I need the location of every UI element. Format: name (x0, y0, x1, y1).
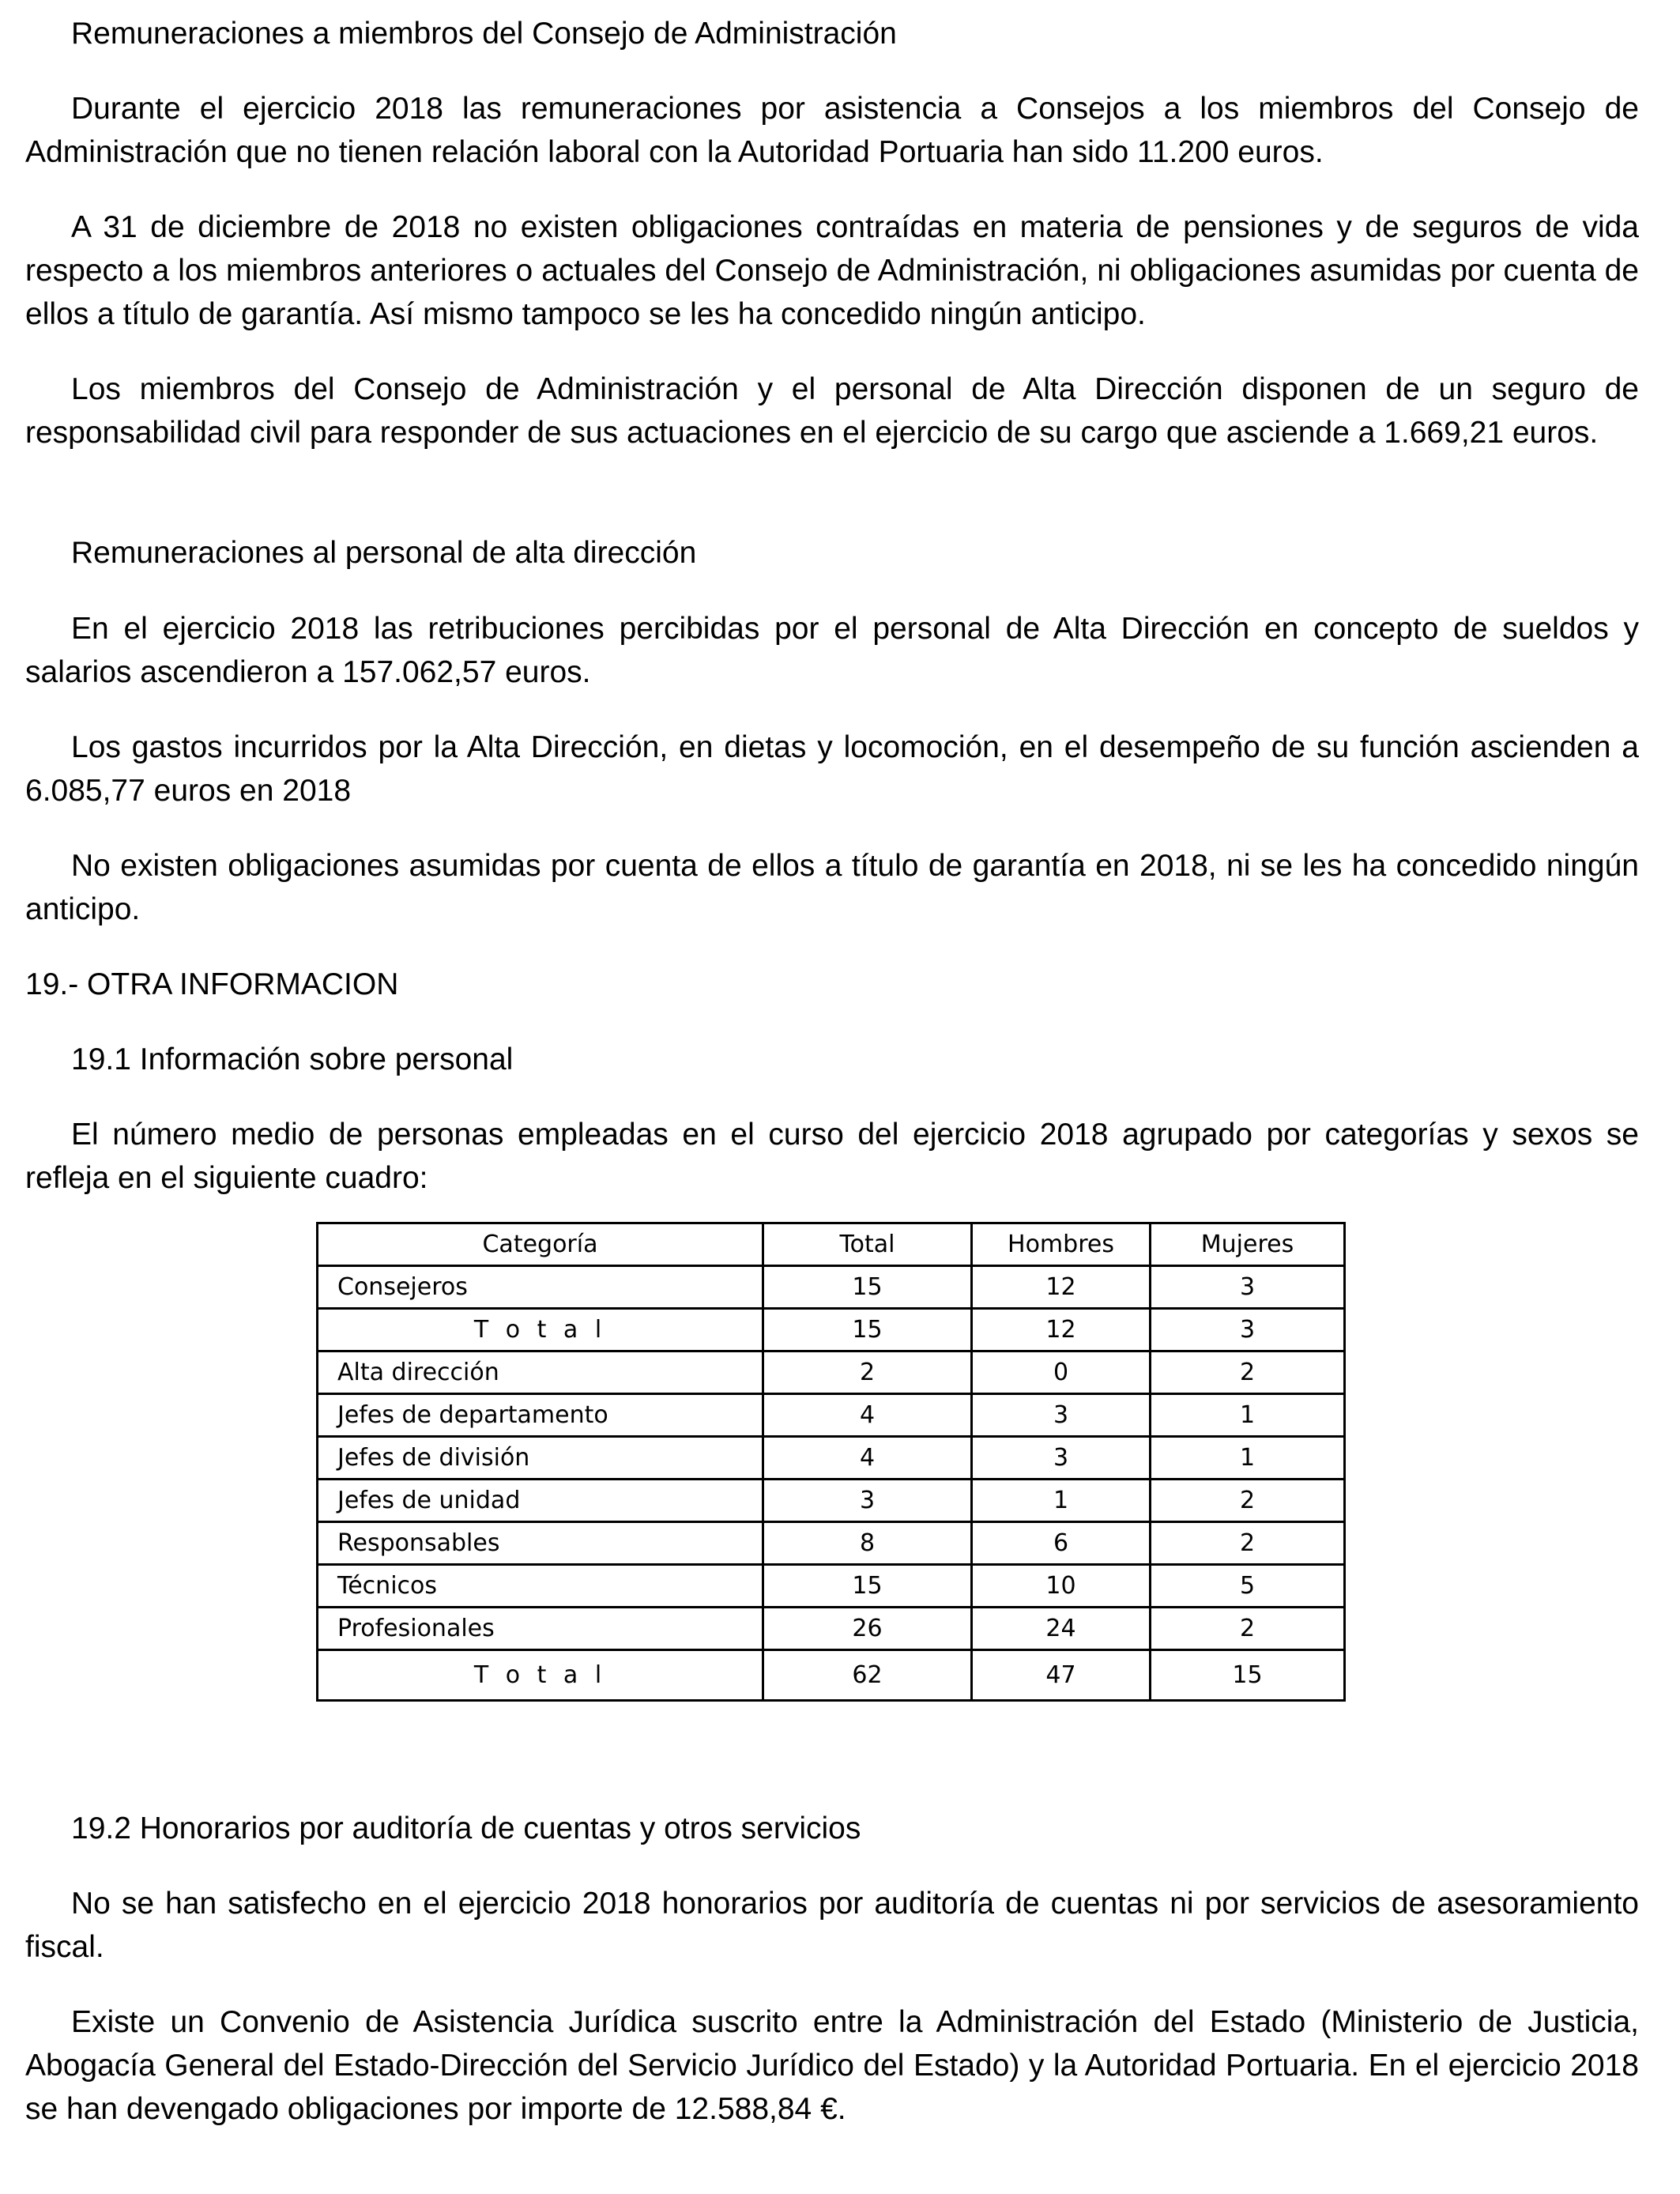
paragraph-asistencia-consejos: Durante el ejercicio 2018 las remuneraciones por asistencia a Consejos a los miembros del Consejo de Administración que no tienen relación laboral con la Autoridad Portuaria han sido 11.200 euros. (25, 92, 1639, 169)
cell-hombres: 10 (972, 1565, 1151, 1608)
paragraph-no-honorarios: No se han satisfecho en el ejercicio 2018 honorarios por auditoría de cuentas ni por servicios de asesoramiento fiscal. (25, 1887, 1639, 1964)
cell-total: 15 (763, 1565, 972, 1608)
cell-total: 26 (763, 1608, 972, 1650)
cell-categoria: Responsables (318, 1522, 763, 1565)
heading-informacion-personal: 19.1 Información sobre personal (71, 1042, 514, 1076)
header-mujeres: Mujeres (1151, 1223, 1345, 1266)
paragraph-retribuciones-alta-direccion: En el ejercicio 2018 las retribuciones percibidas por el personal de Alta Dirección en concepto de sueldos y salarios ascendieron a 157.062,57 euros. (25, 612, 1639, 689)
cell-hombres: 1 (972, 1480, 1151, 1522)
cell-categoria: T o t a l (318, 1309, 763, 1351)
heading-otra-informacion: 19.- OTRA INFORMACION (25, 967, 399, 1001)
cell-mujeres: 5 (1151, 1565, 1345, 1608)
cell-categoria: Jefes de unidad (318, 1480, 763, 1522)
cell-mujeres: 3 (1151, 1266, 1345, 1309)
cell-mujeres: 2 (1151, 1480, 1345, 1522)
heading-remuneraciones-alta-direccion: Remuneraciones al personal de alta dirección (71, 536, 697, 570)
paragraph-numero-medio-personas: El número medio de personas empleadas en el curso del ejercicio 2018 agrupado por categorías y sexos se refleja en el siguiente cuadro: (25, 1118, 1639, 1195)
cell-total: 15 (763, 1309, 972, 1351)
table-row (318, 1351, 1345, 1394)
cell-mujeres: 1 (1151, 1437, 1345, 1480)
header-total: Total (763, 1223, 972, 1266)
cell-total: 3 (763, 1480, 972, 1522)
cell-mujeres: 2 (1151, 1351, 1345, 1394)
cell-categoria: Jefes de departamento (318, 1394, 763, 1437)
paragraph-convenio-asistencia: Existe un Convenio de Asistencia Jurídica suscrito entre la Administración del Estado (Ministerio de Justicia, Abogacía General del Estado-Dirección del Servicio Jurídico del Estado) y la Autoridad Portuaria. En el ejercicio 2018 se han devengado obligaciones por importe de 12.588,84 €. (25, 2005, 1639, 2126)
staff-table (316, 1222, 1346, 1702)
heading-honorarios-auditoria: 19.2 Honorarios por auditoría de cuentas y otros servicios (71, 1811, 861, 1845)
cell-total: 4 (763, 1437, 972, 1480)
cell-total: 2 (763, 1351, 972, 1394)
heading-remuneraciones-consejo: Remuneraciones a miembros del Consejo de Administración (71, 17, 897, 51)
table-row (318, 1437, 1345, 1480)
paragraph-seguro-responsabilidad: Los miembros del Consejo de Administración y el personal de Alta Dirección disponen de un seguro de responsabilidad civil para responder de sus actuaciones en el ejercicio de su cargo que asciende a 1.669,21 euros. (25, 372, 1639, 450)
cell-hombres: 3 (972, 1437, 1151, 1480)
cell-total: 15 (763, 1266, 972, 1309)
cell-mujeres: 3 (1151, 1309, 1345, 1351)
header-hombres: Hombres (972, 1223, 1151, 1266)
table-row-grand-total (318, 1650, 1345, 1701)
header-categoria: Categoría (318, 1223, 763, 1266)
table-row (318, 1608, 1345, 1650)
cell-total: 62 (763, 1650, 972, 1701)
cell-hombres: 24 (972, 1608, 1151, 1650)
cell-hombres: 12 (972, 1309, 1151, 1351)
table-row (318, 1522, 1345, 1565)
table-row-subtotal (318, 1309, 1345, 1351)
paragraph-no-obligaciones: No existen obligaciones asumidas por cuenta de ellos a título de garantía en 2018, ni se les ha concedido ningún anticipo. (25, 849, 1639, 926)
table-row (318, 1480, 1345, 1522)
cell-hombres: 3 (972, 1394, 1151, 1437)
cell-categoria: Profesionales (318, 1608, 763, 1650)
cell-categoria: Técnicos (318, 1565, 763, 1608)
table-row (318, 1565, 1345, 1608)
table-row (318, 1266, 1345, 1309)
cell-categoria: Jefes de división (318, 1437, 763, 1480)
cell-hombres: 12 (972, 1266, 1151, 1309)
cell-mujeres: 1 (1151, 1394, 1345, 1437)
paragraph-obligaciones-pensiones: A 31 de diciembre de 2018 no existen obligaciones contraídas en materia de pensiones y de seguros de vida respecto a los miembros anteriores o actuales del Consejo de Administración, ni obligaciones asumidas por cuenta de ellos a título de garantía. Así mismo tampoco se les ha concedido ningún anticipo. (25, 210, 1639, 331)
cell-mujeres: 2 (1151, 1522, 1345, 1565)
cell-hombres: 0 (972, 1351, 1151, 1394)
cell-hombres: 6 (972, 1522, 1151, 1565)
cell-mujeres: 2 (1151, 1608, 1345, 1650)
cell-total: 4 (763, 1394, 972, 1437)
cell-categoria: T o t a l (318, 1650, 763, 1701)
cell-hombres: 47 (972, 1650, 1151, 1701)
cell-total: 8 (763, 1522, 972, 1565)
table-header-row (318, 1223, 1345, 1266)
cell-mujeres: 15 (1151, 1650, 1345, 1701)
paragraph-gastos-alta-direccion: Los gastos incurridos por la Alta Dirección, en dietas y locomoción, en el desempeño de su función ascienden a 6.085,77 euros en 2018 (25, 730, 1639, 808)
cell-categoria: Alta dirección (318, 1351, 763, 1394)
cell-categoria: Consejeros (318, 1266, 763, 1309)
table-row (318, 1394, 1345, 1437)
